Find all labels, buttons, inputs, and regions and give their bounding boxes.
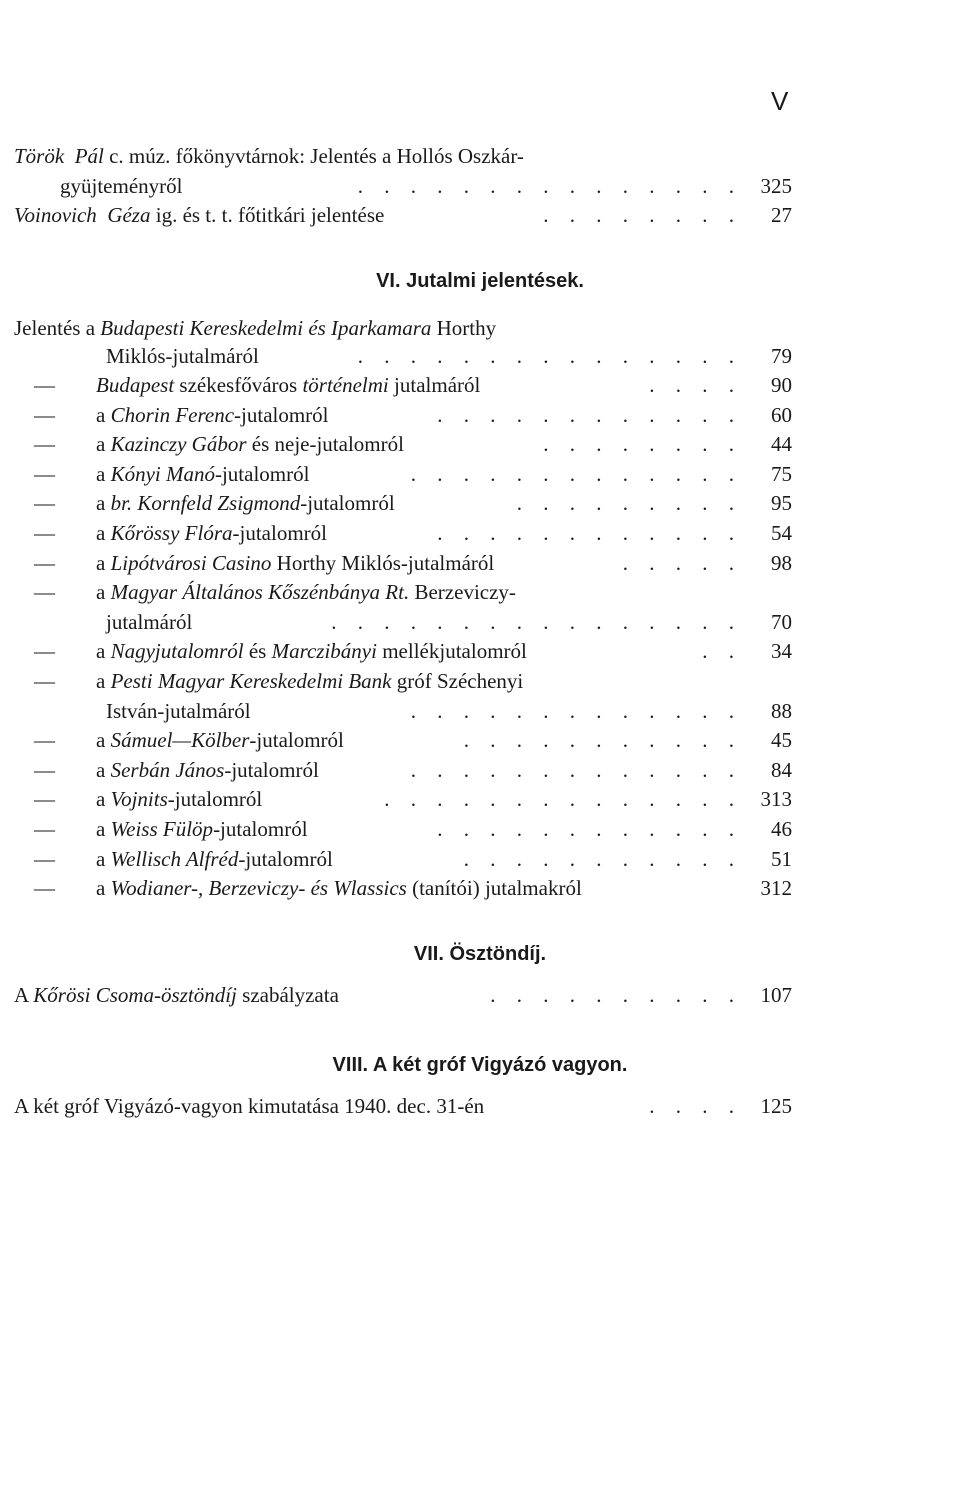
toc-entry-osztondij (0, 981, 960, 1009)
entry-text-segment: a (96, 846, 111, 871)
dot-leader: . . . . . . . . . . (490, 983, 742, 1007)
dash-marker: — (34, 817, 55, 841)
entry-text-segment: Weiss Fülöp (110, 817, 214, 841)
dash-marker: — (34, 491, 55, 516)
entry-text (96, 726, 344, 754)
dash-marker: — (34, 550, 55, 575)
toc-entry-award (0, 874, 960, 902)
page-ref: 312 (760, 876, 792, 901)
entry-text-segment: ig. és t. t. főtitkári jelentése (150, 203, 385, 227)
entry-text (14, 981, 339, 1009)
entry-text-segment: és Iparkamara (308, 316, 432, 340)
entry-text (106, 342, 259, 370)
entry-text-segment: Géza (107, 203, 151, 227)
page-ref: 313 (760, 787, 792, 812)
dash-marker: — (34, 402, 55, 427)
entry-text-segment: Pál (74, 144, 104, 168)
toc-entry-award (0, 578, 960, 606)
entry-text-segment: Budapesti (100, 316, 185, 340)
entry-text-segment: -jutalomról (214, 461, 310, 486)
entry-text-segment: Wellisch Alfréd (110, 846, 239, 871)
entry-text-segment: Horthy (431, 316, 497, 340)
toc-entry-award (0, 785, 960, 813)
dot-leader: . . . . . . . . (543, 203, 742, 227)
entry-text (106, 697, 251, 725)
entry-text-segment: Chorin Ferenc (110, 402, 235, 427)
page-ref: 70 (771, 609, 792, 634)
entry-text-segment: a (96, 432, 111, 457)
entry-text-segment: a (96, 550, 111, 575)
section-title-jutalmi: VI. Jutalmi jelentések. (376, 270, 584, 292)
section-title-osztondij: VII. Ösztöndíj. (413, 943, 547, 965)
toc-entry-award (0, 637, 960, 665)
dot-leader: . . . . . . . . . . . (463, 846, 742, 871)
entry-text-segment: a (96, 669, 111, 693)
entry-text-segment: Serbán János (110, 757, 225, 782)
entry-text-segment: -jutalomról (249, 728, 344, 753)
entry-text (96, 401, 329, 429)
page-ref: 325 (760, 174, 792, 198)
entry-text-segment: a (96, 491, 111, 516)
page-ref: 51 (771, 846, 792, 871)
toc-entry-award (0, 667, 960, 695)
toc-entry-vigyazo (0, 1092, 960, 1120)
entry-text (96, 845, 333, 873)
entry-text-segment: Marczibányi (271, 639, 377, 664)
page-ref: 34 (771, 639, 792, 664)
dot-leader: . . . . . . . . . . . . (437, 817, 742, 841)
page-ref: 60 (771, 402, 792, 427)
entry-text-segment: -jutalomról (234, 402, 329, 427)
entry-text-segment: A két gróf Vigyázó-vagyon kimutatása 1940. dec. 31-én (14, 1094, 485, 1118)
toc-entry-award (0, 519, 960, 547)
dot-leader: . . . . . . . . . . . . . (410, 757, 742, 782)
entry-text (14, 314, 496, 342)
dash-marker: — (34, 669, 55, 693)
dot-leader: . . . . . . . . . (516, 491, 742, 516)
dash-marker: — (34, 521, 55, 545)
entry-text-segment: a (96, 728, 111, 753)
entry-text-segment: Jelentés a (14, 316, 101, 340)
dot-leader: . . . . . . . . . . . . . . . (357, 174, 742, 198)
page-ref: 45 (771, 728, 792, 753)
entry-text-segment: Kőrössy Flóra (110, 521, 233, 545)
page-number: V (771, 86, 789, 116)
entry-text (96, 460, 309, 488)
entry-text-segment: szabályzata (236, 983, 339, 1007)
page-ref: 98 (771, 550, 792, 575)
toc-entry-torok (0, 142, 960, 170)
entry-text (96, 430, 404, 458)
entry-text-segment: és neje-jutalomról (246, 432, 404, 457)
page-ref: 79 (771, 344, 792, 368)
entry-text-segment: Kőrösi Csoma-ösztöndíj (33, 983, 237, 1007)
dot-leader: . . . . . . . . . . . . . (410, 461, 742, 486)
entry-text (96, 549, 494, 577)
dot-leader: . . . . . (622, 550, 742, 575)
page-ref: 54 (771, 521, 792, 545)
entry-text-segment: a (96, 757, 111, 782)
dash-marker: — (34, 580, 55, 605)
dash-marker: — (34, 787, 55, 812)
dot-leader: . . . . . . . . . . . (463, 728, 742, 753)
dot-leader: . . . . . . . . . . . . . . (384, 787, 742, 812)
entry-text-segment: -jutalomról (167, 787, 263, 812)
entry-text-segment: Horthy Miklós-jutalmáról (271, 550, 495, 575)
entry-text-segment: jutalmáról (388, 373, 481, 397)
page-ref: 84 (771, 757, 792, 782)
entry-text-segment: c. múz. főkönyvtárnok: Jelentés a Hollós Oszkár- (103, 144, 524, 168)
entry-text-segment: br. Kornfeld Zsigmond (110, 491, 301, 516)
section-title-vigyazo: VIII. A két gróf Vigyázó vagyon. (332, 1054, 628, 1076)
entry-text-segment: Berzeviczy- (409, 580, 516, 605)
toc-entry-award (0, 401, 960, 429)
entry-text-segment: a (96, 817, 111, 841)
entry-text (96, 637, 527, 665)
entry-text-segment: Wodianer-, Berzeviczy- és Wlassics (110, 876, 407, 901)
toc-entry-award (0, 726, 960, 754)
entry-text (96, 785, 262, 813)
entry-text-segment: Voinovich (14, 203, 97, 227)
dash-marker: — (34, 639, 55, 664)
dot-leader: . . . . . . . . (543, 432, 742, 457)
entry-text-segment: székesfőváros (174, 373, 303, 397)
page-ref: 75 (771, 461, 792, 486)
dash-marker: — (34, 846, 55, 871)
entry-text-segment: -jutalomról (238, 846, 333, 871)
entry-text-segment: történelmi (302, 373, 389, 397)
entry-text-segment: Lipótvárosi Casino (110, 550, 272, 575)
entry-text (14, 142, 524, 170)
dot-leader: . . . . . . . . . . . . (437, 402, 742, 427)
dot-leader: . . . . (649, 373, 742, 397)
entry-text-segment: -jutalomról (224, 757, 319, 782)
page-ref: 44 (771, 432, 792, 457)
entry-text-segment: Sámuel—Kölber (110, 728, 250, 753)
entry-text (14, 1092, 484, 1120)
entry-text (106, 608, 192, 636)
entry-text (96, 489, 395, 517)
entry-text-segment: gróf Széchenyi (391, 669, 524, 693)
entry-text-segment: Kónyi Manó (110, 461, 215, 486)
entry-text-segment: a (96, 876, 111, 901)
entry-text-segment: a (96, 521, 111, 545)
entry-text-segment: a (96, 461, 111, 486)
entry-text-continuation: István-jutalmáról (106, 698, 251, 723)
toc-entry-award (0, 845, 960, 873)
toc-entry-award (0, 460, 960, 488)
toc-entry-kamara (0, 314, 960, 342)
dot-leader: . . . . (649, 1094, 742, 1118)
toc-entry-kamara-cont (0, 342, 960, 370)
dot-leader: . . . . . . . . . . . . . (410, 698, 742, 723)
entry-text (60, 172, 182, 200)
entry-text-segment: Budapest (96, 373, 175, 397)
toc-entry-voinovich (0, 201, 960, 229)
toc-entry-award-cont (0, 608, 960, 636)
toc-entry-award (0, 549, 960, 577)
toc-entry-award (0, 371, 960, 399)
dash-marker: — (34, 876, 55, 901)
page-ref: 95 (771, 491, 792, 516)
toc-entry-award (0, 430, 960, 458)
entry-text-segment: -jutalomról (232, 521, 327, 545)
entry-text-continuation: Miklós-jutalmáról (106, 344, 259, 368)
entry-text-segment (97, 201, 108, 229)
entry-text-segment: Kazinczy Gábor (110, 432, 247, 457)
entry-text-segment: a (96, 639, 111, 664)
toc-entry-award-cont (0, 697, 960, 725)
entry-text-segment: Kereskedelmi (189, 316, 304, 340)
entry-text (96, 519, 327, 547)
page-ref: 88 (771, 698, 792, 723)
entry-text-segment (64, 142, 75, 170)
toc-entry-torok-cont (0, 172, 960, 200)
page-ref: 90 (771, 373, 792, 397)
entry-text-segment: -jutalomról (300, 491, 395, 516)
toc-entry-award (0, 756, 960, 784)
page-ref: 27 (771, 203, 792, 227)
entry-text-segment: Magyar Általános Kőszénbánya Rt. (110, 580, 410, 605)
dash-marker: — (34, 432, 55, 457)
page-ref: 46 (771, 817, 792, 841)
entry-text (96, 667, 523, 695)
dash-marker: — (34, 757, 55, 782)
entry-text-segment: a (96, 787, 111, 812)
entry-text-segment: A (14, 983, 34, 1007)
entry-text-continuation: gyüjteményről (60, 174, 183, 198)
entry-text-segment: és (243, 639, 272, 664)
dash-marker: — (34, 728, 55, 753)
page-ref: 125 (760, 1094, 792, 1118)
toc-entry-award (0, 489, 960, 517)
entry-text-segment: Pesti Magyar Kereskedelmi Bank (110, 669, 392, 693)
entry-text-segment: (tanítói) jutalmakról (406, 876, 582, 901)
entry-text (96, 815, 308, 843)
entry-text-continuation: jutalmáról (106, 609, 193, 634)
dot-leader: . . (702, 639, 742, 664)
entry-text (96, 756, 319, 784)
toc-entry-award (0, 815, 960, 843)
dot-leader: . . . . . . . . . . . . . . . (357, 344, 742, 368)
entry-text (14, 201, 384, 229)
page-ref: 107 (760, 983, 792, 1007)
entry-text-segment: a (96, 402, 111, 427)
dash-marker: — (34, 373, 55, 397)
entry-text (96, 578, 516, 606)
entry-text-segment: -jutalomról (213, 817, 308, 841)
dot-leader: . . . . . . . . . . . . (437, 521, 742, 545)
entry-text (96, 874, 582, 902)
dot-leader: . . . . . . . . . . . . . . . . (331, 609, 742, 634)
entry-text (96, 371, 480, 399)
entry-text-segment: mellékjutalomról (376, 639, 527, 664)
entry-text-segment: Vojnits (110, 787, 168, 812)
entry-text-segment: Török (14, 144, 65, 168)
dash-marker: — (34, 461, 55, 486)
entry-text-segment: a (96, 580, 111, 605)
entry-text-segment: Nagyjutalomról (110, 639, 244, 664)
